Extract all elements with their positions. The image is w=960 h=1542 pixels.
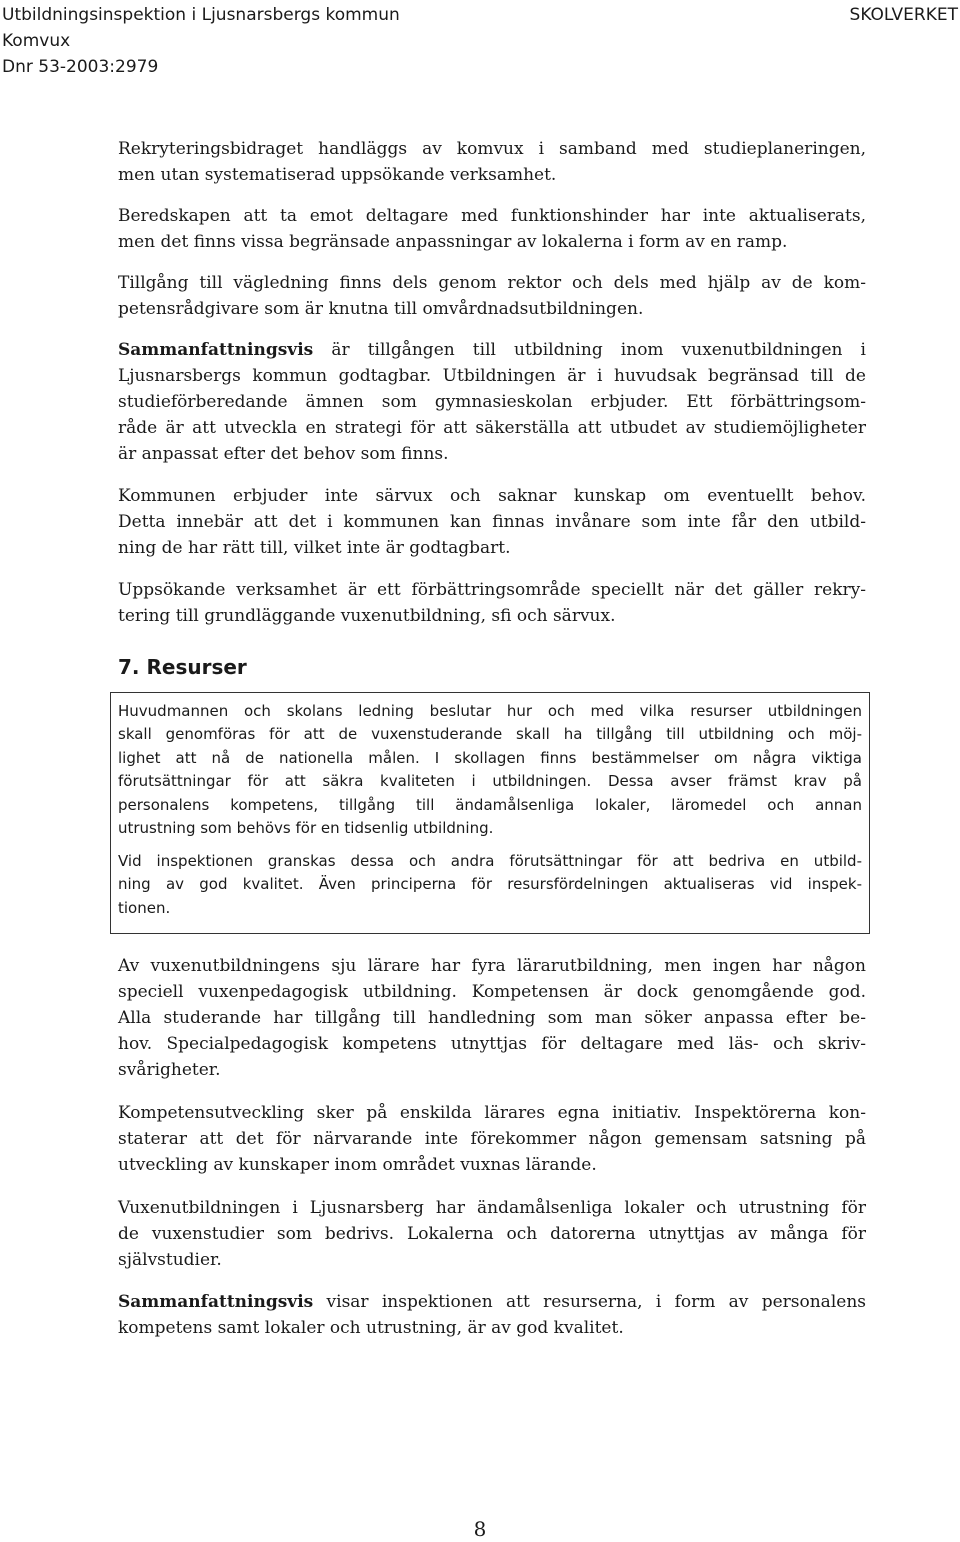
bold-lead: Sammanfattningsvis [118,340,314,360]
text-line: Ljusnarsbergs kommun godtagbar. Utbildningen är i huvudsak begränsad till de [118,366,866,386]
bold-lead: Sammanfattningsvis [118,1292,314,1312]
text-line: svårigheter. [118,1060,221,1080]
paragraph-kompetensutveckling [118,1100,866,1178]
text-line: Kompetensutveckling sker på enskilda lärares egna initiativ. Inspektörerna kon- [118,1103,866,1123]
paragraph-sarvux [118,483,866,561]
paragraph-sammanfattning-2 [118,1289,866,1341]
text-line: staterar att det för närvarande inte förekommer någon gemensam satsning på [118,1129,866,1149]
text-line: de vuxenstudier som bedrivs. Lokalerna och datorerna utnyttjas av många för [118,1224,866,1244]
text-line: studieförberedande ämnen som gymnasieskolan erbjuder. Ett förbättringsom- [118,392,866,412]
text-line: självstudier. [118,1250,222,1270]
text-line: Uppsökande verksamhet är ett förbättringsområde speciellt när det gäller rekry- [118,580,866,600]
doc-header-dnr: Dnr 53-2003:2979 [2,57,159,77]
text-line: Detta innebär att det i kommunen kan finnas invånare som inte får den utbild- [118,512,866,532]
text-line: kompetens samt lokaler och utrustning, är av god kvalitet. [118,1318,624,1338]
info-box-paragraph-1 [118,700,862,840]
brand-logo-text: SKOLVERKET [849,5,958,25]
text-line: är anpassat efter det behov som finns. [118,444,449,464]
text-line [118,1289,866,1315]
text-line: Tillgång till vägledning finns dels genom rektor och dels med hjälp av de kom- [118,273,866,293]
text-line: ning de har rätt till, vilket inte är godtagbart. [118,538,511,558]
text-line: Vuxenutbildningen i Ljusnarsberg har ändamålsenliga lokaler och utrustning för [118,1198,866,1218]
text-run: visar inspektionen att resurserna, i form av personalens [313,1292,866,1312]
page-number: 8 [473,1517,487,1541]
text-line: Rekryteringsbidraget handläggs av komvux i samband med studieplaneringen, [118,139,866,159]
section-heading: 7. Resurser [118,655,247,679]
text-line: förutsättningar för att säkra kvaliteten i utbildningen. Dessa avser främst krav på [118,772,862,791]
text-line: Huvudmannen och skolans ledning beslutar hur och med vilka resurser utbildningen [118,702,862,720]
text-line: hov. Specialpedagogisk kompetens utnyttjas för deltagare med läs- och skriv- [118,1034,866,1054]
text-line: men det finns vissa begränsade anpassningar av lokalerna i form av en ramp. [118,232,788,252]
text-line: Alla studerande har tillgång till handledning som man söker anpassa efter be- [118,1008,866,1028]
doc-header-title: Utbildningsinspektion i Ljusnarsbergs kommun [2,5,400,25]
paragraph-rekrytering [118,136,866,188]
text-line: tering till grundläggande vuxenutbildning, sfi och särvux. [118,606,616,626]
text-line: petensrådgivare som är knutna till omvårdnadsutbildningen. [118,299,644,319]
paragraph-lokaler [118,1195,866,1273]
text-line: Vid inspektionen granskas dessa och andra förutsättningar för att bedriva en utbild- [118,852,862,870]
text-line: Beredskapen att ta emot deltagare med funktionshinder har inte aktualiserats, [118,206,866,226]
text-line: lighet att nå de nationella målen. I skollagen finns bestämmelser om några viktiga [118,748,862,767]
text-line: skall genomföras för att de vuxenstuderande skall ha tillgång till utbildning och möj- [118,725,862,744]
info-box-paragraph-2 [118,850,862,920]
paragraph-vagledning [118,270,866,322]
text-line: Kommunen erbjuder inte särvux och saknar kunskap om eventuellt behov. [118,486,866,506]
text-line: utveckling av kunskaper inom området vuxnas lärande. [118,1155,597,1175]
text-run: är tillgången till utbildning inom vuxenutbildningen i [313,340,866,360]
paragraph-beredskap [118,203,866,255]
paragraph-larare [118,953,866,1083]
doc-header-subtitle: Komvux [2,31,71,51]
text-line: Av vuxenutbildningens sju lärare har fyra lärarutbildning, men ingen har någon [118,956,866,976]
paragraph-sammanfattning-1 [118,337,866,467]
paragraph-uppsokande [118,577,866,629]
text-line: speciell vuxenpedagogisk utbildning. Kompetensen är dock genomgående god. [118,982,866,1002]
text-line: ning av god kvalitet. Även principerna för resursfördelningen aktualiseras vid inspek- [118,875,862,894]
text-line: utrustning som behövs för en tidsenlig utbildning. [118,818,494,837]
text-line: men utan systematiserad uppsökande verksamhet. [118,165,557,185]
text-line: råde är att utveckla en strategi för att säkerställa att utbudet av studiemöjligheter [118,418,866,438]
text-line: tionen. [118,898,171,917]
text-line: personalens kompetens, tillgång till ändamålsenliga lokaler, läromedel och annan [118,795,862,814]
text-line [118,337,866,363]
